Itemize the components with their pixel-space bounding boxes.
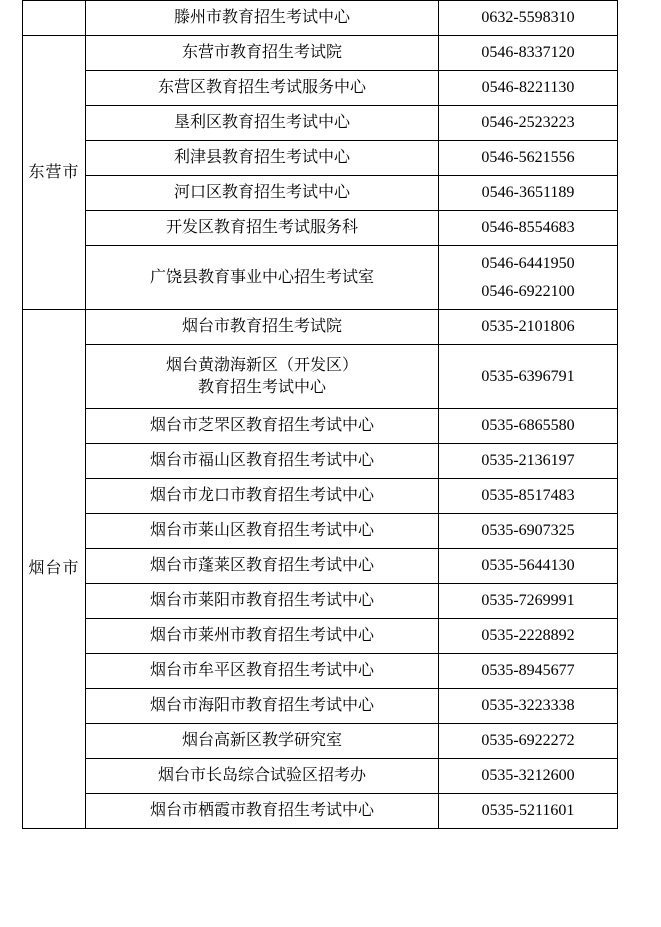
office-name: 烟台市长岛综合试验区招考办 [86,759,439,794]
phone-number: 0535-2136197 [439,444,618,479]
phone-number: 0546-6922100 [481,282,575,300]
phone-number: 0535-5211601 [439,794,618,829]
table-row [23,106,618,141]
phone-number: 0546-6441950 [481,254,575,272]
phone-number: 0535-8517483 [439,479,618,514]
table-row [23,71,618,106]
office-name: 烟台市蓬莱区教育招生考试中心 [86,549,439,584]
table-row [23,689,618,724]
phone-number: 0535-2101806 [439,310,618,345]
phone-number: 0546-8337120 [439,36,618,71]
office-name: 河口区教育招生考试中心 [86,176,439,211]
office-name: 滕州市教育招生考试中心 [86,1,439,36]
office-name: 烟台市福山区教育招生考试中心 [86,444,439,479]
office-name: 开发区教育招生考试服务科 [86,211,439,246]
phone-number: 0535-5644130 [439,549,618,584]
table-row [23,619,618,654]
table-row [23,724,618,759]
phone-number: 0546-3651189 [439,176,618,211]
office-name: 烟台市莱州市教育招生考试中心 [86,619,439,654]
table-row [23,409,618,444]
table-row [23,514,618,549]
office-name: 烟台市莱阳市教育招生考试中心 [86,584,439,619]
region-spacer [23,1,86,36]
phone-number: 0535-2228892 [439,619,618,654]
phone-number: 0535-6907325 [439,514,618,549]
office-name: 烟台市莱山区教育招生考试中心 [86,514,439,549]
table-row [23,759,618,794]
office-name: 烟台市龙口市教育招生考试中心 [86,479,439,514]
phone-number: 0632-5598310 [439,1,618,36]
phone-number: 0535-8945677 [439,654,618,689]
table-body [23,1,618,829]
office-name: 烟台市海阳市教育招生考试中心 [86,689,439,724]
phone-number: 0535-3223338 [439,689,618,724]
phone-number: 0546-2523223 [439,106,618,141]
table-row [23,479,618,514]
phone-number: 0535-7269991 [439,584,618,619]
table-row [23,211,618,246]
contact-table [22,0,618,829]
phone-number: 0546-8221130 [439,71,618,106]
office-name: 东营区教育招生考试服务中心 [86,71,439,106]
phone-number: 0546-8554683 [439,211,618,246]
region-label: 东营市 [28,163,80,181]
office-name: 垦利区教育招生考试中心 [86,106,439,141]
table-row [23,444,618,479]
table-row [23,36,618,71]
office-name: 利津县教育招生考试中心 [86,141,439,176]
region-label: 烟台市 [28,560,80,578]
office-name-line: 教育招生考试中心 [197,378,326,396]
phone-number: 0535-6922272 [439,724,618,759]
table-row [23,549,618,584]
phone-number: 0546-5621556 [439,141,618,176]
phone-number: 0535-3212600 [439,759,618,794]
phone-number-group [439,246,618,310]
region-dongying [23,36,86,310]
table-row [23,141,618,176]
table-row [23,654,618,689]
table-row [23,794,618,829]
table-row [23,1,618,36]
phone-number: 0535-6865580 [439,409,618,444]
table-row [23,345,618,409]
phone-number: 0535-6396791 [439,345,618,409]
table-row [23,584,618,619]
office-name: 烟台市牟平区教育招生考试中心 [86,654,439,689]
office-name-line: 烟台黄渤海新区（开发区） [165,356,358,374]
office-name: 东营市教育招生考试院 [86,36,439,71]
table-row [23,176,618,211]
office-name: 广饶县教育事业中心招生考试室 [86,246,439,310]
office-name-group [86,345,439,409]
office-name: 烟台市栖霞市教育招生考试中心 [86,794,439,829]
table-row [23,310,618,345]
office-name: 烟台高新区教学研究室 [86,724,439,759]
table-row [23,246,618,310]
region-yantai [23,310,86,829]
office-name: 烟台市教育招生考试院 [86,310,439,345]
office-name: 烟台市芝罘区教育招生考试中心 [86,409,439,444]
